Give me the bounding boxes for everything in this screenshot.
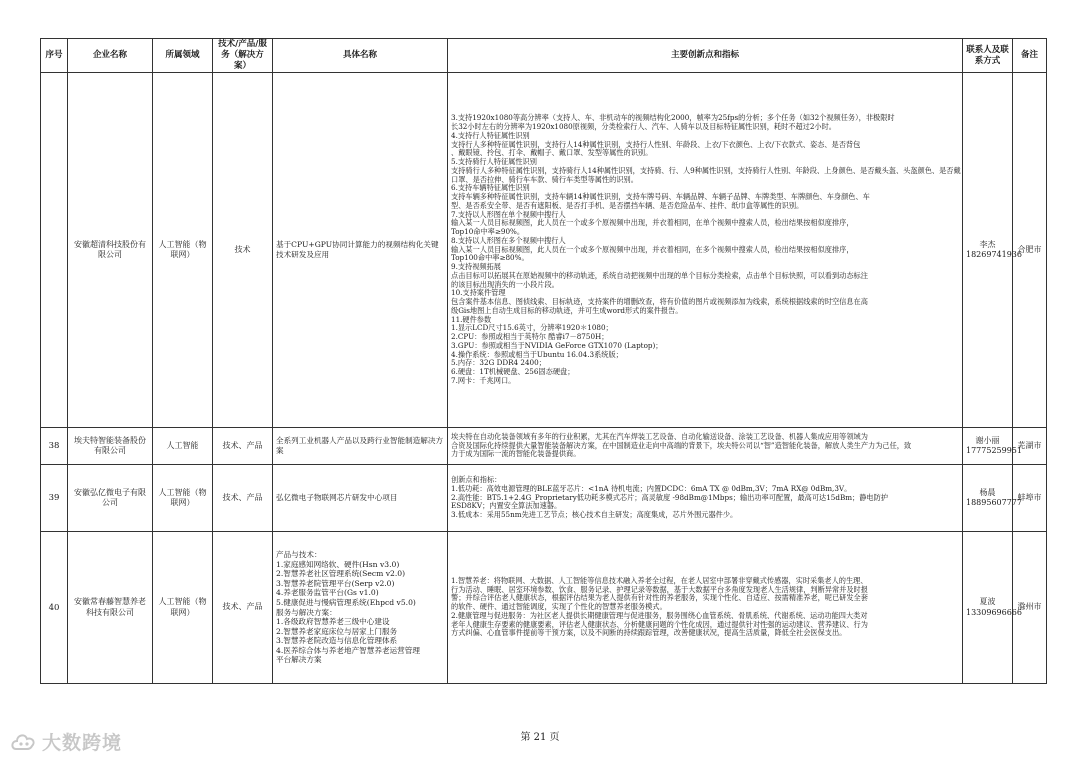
text-line: 1.显示LCD尺寸15.6英寸，分辨率1920＊1080； [451,323,613,333]
header-features: 主要创新点和指标 [448,39,963,73]
contact-text [966,487,1022,509]
table-header-row [41,39,1047,73]
text-line: 3.智慧养老院改造与信息化管理体系 [276,636,398,646]
contact-text [966,597,1022,618]
row-field: 人工智能（物联网） [153,532,213,684]
row-contact [963,465,1022,532]
watermark-text: 大数跨境 [42,732,123,754]
text-line: 的软件、硬件、通过智能调度，实现了个性化的智慧养老服务模式。 [451,602,667,612]
row-product-name: 基于CPU+GPU协同计算能力的视频结构化关键技术研发及应用 [273,73,448,428]
text-line: 点击目标可以拓展其在原始视频中的移动轨迹，系统自动把视频中出现的单个目标分类检索，点击单个目标快照，可以看到动态标注 [451,270,868,280]
row-note: 芜湖市 [1013,428,1047,465]
contact-phone: 13309696666 [966,607,1022,617]
text-line: 8.支持以人形图在多个视频中搜行人 [451,235,566,245]
text-line: 产品与技术： [276,549,322,559]
text-line: 2.健康管理与促进服务：为社区老人提供长期健康管理与促进服务，服务围绕心血管系统、骨肌系统、代谢系统、运动功能四大类对 [451,610,868,620]
row-type: 技术 [213,73,273,428]
row-note: 滁州市 [1013,532,1047,684]
text-line: 埃夫特在自动化装备领域有多年的行业积累，尤其在汽车焊装工艺设备、自动化输送设备、涂装工艺设备、机器人集成应用等领域为 [451,431,868,441]
text-line: 1.低功耗：高效电源管理的BLE蓝牙芯片：<1nA 待机电流；内置DCDC：6mA TX @ 0dBm,3V；7mA RX@ 0dBm,3V。 [451,483,852,493]
header-note: 备注 [1013,39,1047,73]
text-line: 力于成为国际一流的智能化装备提供商。 [451,449,581,459]
text-line: 4.养老服务监管平台(Gs v1.0) [276,588,379,598]
table-row [41,532,1047,684]
header-contact: 联系人及联系方式 [963,39,1013,73]
contact-phone: 17775259951 [966,446,1022,455]
header-company: 企业名称 [68,39,153,73]
text-line: 3.低成本：采用55nm先进工艺节点；核心技术自主研发；高度集成，芯片外围元器件少。 [451,510,738,520]
text-line: 3.支持1920x1080等高分辨率（支持人、车、非机动车的视频结构化2000，帧率为25fps的分析；多个任务（如32个视频任务），非极限时 [451,113,895,123]
features-list [451,476,959,520]
row-features [448,532,963,684]
text-line: 2.智慧养老家庭床位与居家上门服务 [276,626,398,636]
text-line: 支持行人多种特征属性识别，支持行人14种属性识别，支持行人性别、年龄段、上衣/下衣颜色、上衣/下衣款式、姿态、是否背包 [451,139,861,149]
enterprise-table [40,38,1047,684]
row-product-name [273,532,448,684]
text-line: 的该目标出现消失的一小段片段。 [451,279,559,289]
header-seq: 序号 [41,39,68,73]
row-seq: 38 [41,428,68,465]
text-line: ESD8KV；内置安全算法加速器。 [451,501,562,511]
text-line: 服务与解决方案： [276,607,337,617]
row-features [448,73,963,428]
row-contact [963,532,1022,684]
row-seq: 39 [41,465,68,532]
text-line: 1.家庭感知网络软、硬件(Hsn v3.0) [276,559,400,569]
text-line: 7.支持以人形图在单个视频中搜行人 [451,209,566,219]
text-line: 2.高性能：BT5.1+2.4G_Proprietary低功耗多模式芯片；高灵敏度 -98dBm@1Mbps；输出功率可配置，最高可达15dBm；静电防护 [451,492,888,502]
header-field: 所属领域 [153,39,213,73]
row-field: 人工智能 [153,428,213,465]
row-product-name: 全系列工业机器人产品以及跨行业智能制造解决方案 [273,428,448,465]
row-features [448,465,963,532]
contact-phone: 18895607777 [966,498,1022,507]
text-line: 1.各级政府智慧养老三级中心建设 [276,617,390,627]
text-line: 创新点和指标： [451,475,502,485]
row-company: 埃夫特智能装备股份有限公司 [68,428,153,465]
row-field: 人工智能（物联网） [153,465,213,532]
row-note: 蚌埠市 [1013,465,1047,532]
text-line: 合资及国际化持续提供大量智能装备解决方案，在中国制造业走向中高端的背景下，埃夫特公司以“智”造智能化装备，解放人类生产力为己任，致 [451,440,912,450]
contact-name: 李杰 [979,239,996,249]
text-line: 6.硬盘：1T机械硬盘、256固态硬盘； [451,367,575,377]
text-line: 4.操作系统：参照或相当于Ubuntu 16.04.3系统版； [451,349,623,359]
text-line: 4.支持行人特征属性识别 [451,130,530,140]
contact-text [966,239,1022,261]
row-contact [963,428,1022,465]
product-list [276,550,444,665]
text-line: 1.智慧养老：将物联网、大数据、人工智能等信息技术融入养老全过程，在老人居室中部署非穿戴式传感器，实时采集老人的生理、 [451,575,868,585]
row-company: 安徽超清科技股份有限公司 [68,73,153,428]
contact-name: 杨晨 [979,487,996,497]
text-line: 长32小时左右的分辨率为1920x1080原视频，分类检索行人、汽车、人骑车以及目标特征属性识别，耗时不超过2小时。 [451,122,836,132]
text-line: 支持骑行人多种特征属性识别，支持骑行人14种属性识别，支持骑、行、人9种属性识别，支持骑行人性别、年龄段、上身颜色、是否戴头盔、头盔颜色、是否戴 [451,165,961,175]
text-line: 口罩、是否拉伸、骑行车车款、骑行车类型等属性的识别。 [451,174,638,184]
text-line: 3.智慧养老院管理平台(Serp v2.0) [276,578,395,588]
row-product-name: 弘亿微电子物联网芯片研发中心项目 [273,465,448,532]
table-row [41,73,1047,428]
row-type: 技术、产品 [213,532,273,684]
header-type: 技术/产品/服务（解决方案） [213,39,273,73]
text-line: 支持车辆多种特征属性识别，支持车辆14种属性识别，支持车牌号码、车辆品牌、车辆子品牌、车牌类型、车牌颜色、车身颜色、车 [451,192,870,202]
text-line: 型、是否系安全带、是否有遮阳板、是否打手机、是否摆挡车辆、是否危险品车、挂件、纸巾盒等属性的识别。 [451,200,804,210]
header-name: 具体名称 [273,39,448,73]
text-line: 包含案件基本信息、图侦线索、目标轨迹，支持案件的增删改查，将有价值的图片或视频添加为线索，系统根据线索的时空信息在高 [451,297,868,307]
text-line: 6.支持车辆特征属性识别 [451,183,530,193]
features-list [451,433,959,459]
text-line: 2.智慧养老社区管理系统(Secm v2.0) [276,569,406,579]
text-line: Top10命中率≥90%。 [451,227,525,237]
row-seq: 40 [41,532,68,684]
text-line: 输入某一人员目标视频图，此人员在一个或多个原视频中出现，并衣着相同，在单个视频中搜索人员，检出结果按相似度排序， [451,218,854,228]
text-line: 老年人健康生存要素的健康要素，评估老人健康状态、分析健康问题的个性化成因，通过提供针对性强的运动建议、营养建议、行为 [451,619,868,629]
text-line: 11.硬件参数 [451,314,492,324]
text-line: 3.GPU：参照或相当于NVIDIA GeForce GTX1070 (Laptop)； [451,340,663,350]
row-field: 人工智能（物联网） [153,73,213,428]
contact-phone: 18269741936 [966,250,1022,259]
text-line: 2.CPU：参照或相当于英特尔 酷睿i7－8750H； [451,332,609,342]
row-seq [41,73,68,428]
contact-name: 谢小丽 [975,435,1000,445]
row-features [448,428,963,465]
row-company: 安徽弘亿微电子有限公司 [68,465,153,532]
text-line: 级Gis地图上自动生成目标的移动轨迹，并可生成word形式的案件报告。 [451,305,683,315]
table-row [41,428,1047,465]
text-line: 7.网卡：千兆网口。 [451,375,516,385]
text-line: 平台解决方案 [276,655,322,665]
text-line: 行为活动、睡眠、居室环境参数、饮食、服务记录、护理记录等数据，基于大数据平台多角度发现老人生活规律，判断异常并及时报 [451,584,868,594]
row-note: 合肥市 [1013,73,1047,428]
row-type: 技术、产品 [213,465,273,532]
features-list [451,577,959,638]
features-list [451,114,959,385]
text-line: 5.内存：32G DDR4 2400； [451,358,546,368]
text-line: 10.支持案件管理 [451,288,506,298]
text-line: 4.医养综合体与养老地产智慧养老运营管理 [276,645,420,655]
row-contact [963,73,1022,428]
text-line: 、戴眼镜、拎包、打伞、戴帽子、戴口罩、发型等属性的识别。 [451,148,653,158]
row-company: 安徽常春藤智慧养老科技有限公司 [68,532,153,684]
contact-text [966,435,1022,457]
text-line: 警；并综合评估老人健康状态，根据评估结果为老人提供有针对性的养老服务，实现个性化、自适应、按需精准养老，呢已研发全套 [451,593,868,603]
text-line: 5.健康促进与慢病管理系统(Ehpcd v5.0) [276,597,416,607]
text-line: 输入某一人员目标视频图，此人员在一个或多个原视频中出现，并衣着相同，在多个视频中搜索人员，检出结果按相似度排序， [451,244,854,254]
text-line: 9.支持视频拓展 [451,262,501,272]
page-number: 第 21 页 [520,732,560,743]
text-line: Top100命中率≥80%。 [451,253,529,263]
row-type: 技术、产品 [213,428,273,465]
text-line: 方式纠偏、心血管事件提前等干预方案，以及不间断的持续跟踪管理，改善健康状况，提高生活质量，降低全社会医保支出。 [451,628,847,638]
table-row [41,465,1047,532]
contact-name: 夏波 [979,597,996,606]
text-line: 5.支持骑行人特征属性识别 [451,157,537,167]
